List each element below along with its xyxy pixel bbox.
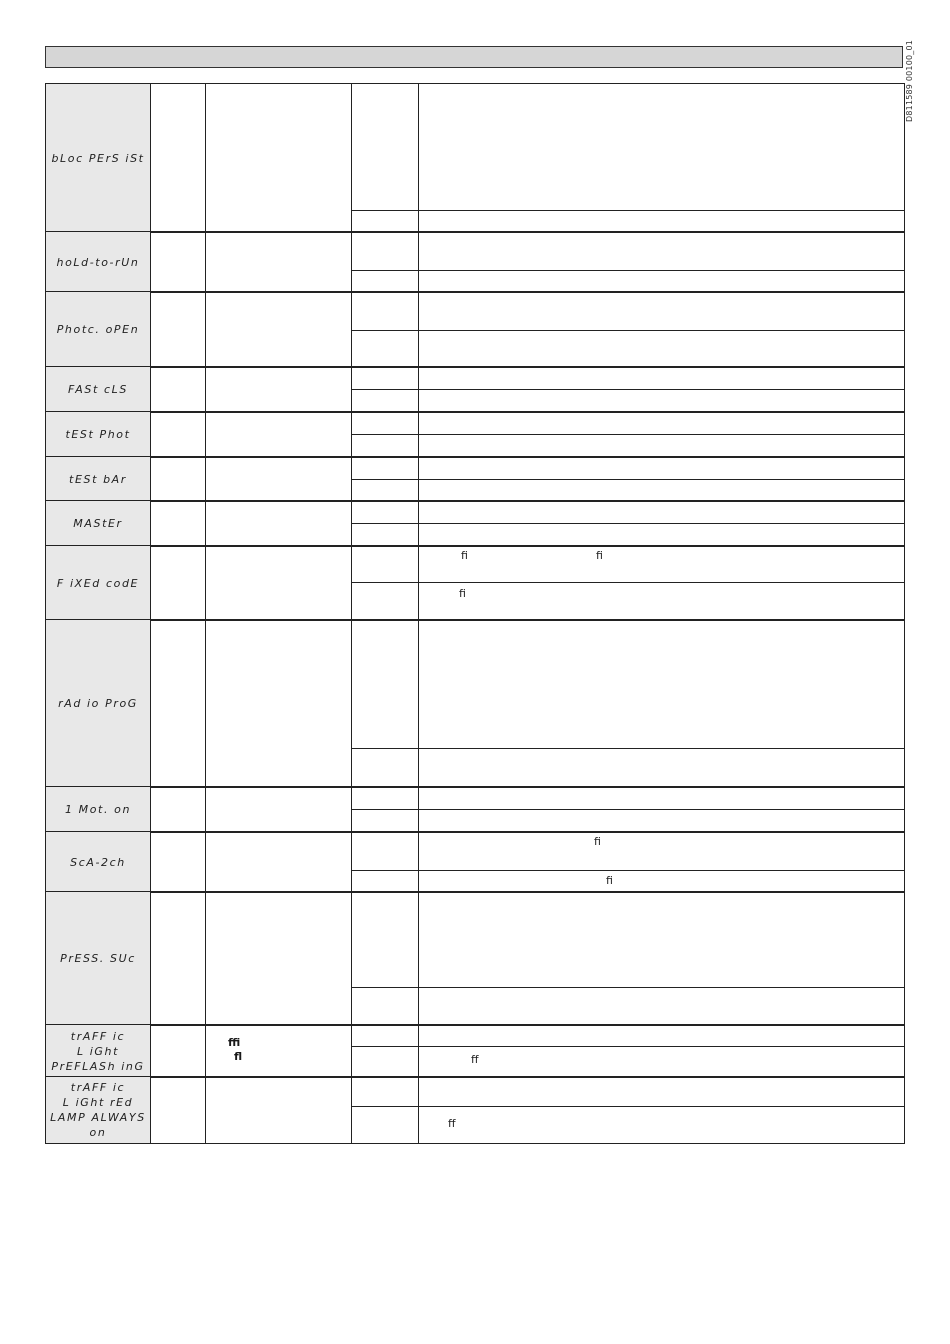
description-cell <box>205 787 352 832</box>
document-code: D811589 00100_01 <box>905 39 914 122</box>
row-label: Photc. oPEn <box>46 292 151 367</box>
value-cell <box>150 457 206 501</box>
settings-table <box>45 83 905 1144</box>
table-row <box>45 366 905 413</box>
ligature-ff: ﬀ <box>448 1117 456 1130</box>
ligature-fi: ﬁ <box>594 835 601 848</box>
options-cell <box>351 457 904 501</box>
value-cell <box>150 832 206 892</box>
ligature-ff: ﬀ <box>471 1053 479 1066</box>
description-cell <box>205 546 352 620</box>
options-cell <box>351 501 904 546</box>
value-cell <box>150 620 206 787</box>
value-cell <box>150 892 206 1025</box>
value-cell <box>150 412 206 457</box>
title-bar <box>45 46 903 68</box>
description-cell <box>205 1025 352 1077</box>
description-cell <box>205 1077 352 1143</box>
value-cell <box>150 546 206 620</box>
description-cell <box>205 232 352 292</box>
table-row <box>45 456 905 502</box>
options-cell <box>351 892 904 1025</box>
row-label: 1 Mot. on <box>46 787 151 832</box>
row-label: ScA-2ch <box>46 832 151 892</box>
table-row <box>45 291 905 368</box>
value-cell <box>150 232 206 292</box>
options-cell <box>351 787 904 832</box>
ligature-fi: ﬁ <box>459 587 466 600</box>
options-cell <box>351 232 904 292</box>
value-cell <box>150 501 206 546</box>
row-label: PrESS. SUc <box>46 892 151 1025</box>
ligature-fl: ﬂ <box>234 1050 243 1063</box>
options-cell <box>351 546 904 620</box>
ligature-fi: ﬁ <box>596 549 603 562</box>
value-cell <box>150 367 206 412</box>
description-cell <box>205 832 352 892</box>
ligature-ffi: ﬃ <box>228 1036 241 1049</box>
table-row <box>45 1076 905 1144</box>
options-cell <box>351 84 904 232</box>
table-row <box>45 500 905 547</box>
row-label: trAFF ic L iGht rEd LAMP ALWAYS on <box>46 1077 151 1143</box>
description-cell <box>205 292 352 367</box>
value-cell <box>150 292 206 367</box>
options-cell <box>351 292 904 367</box>
row-label: hoLd-to-rUn <box>46 232 151 292</box>
ligature-fi: ﬁ <box>606 874 613 887</box>
table-row <box>45 545 905 621</box>
table-row <box>45 891 905 1026</box>
description-cell <box>205 457 352 501</box>
table-row <box>45 1024 905 1078</box>
value-cell <box>150 1025 206 1077</box>
row-label: trAFF ic L iGht PrEFLASh inG <box>46 1025 151 1077</box>
description-cell <box>205 501 352 546</box>
description-cell <box>205 84 352 232</box>
table-row <box>45 231 905 293</box>
value-cell <box>150 84 206 232</box>
options-cell <box>351 412 904 457</box>
options-cell <box>351 1025 904 1077</box>
row-label: tESt bAr <box>46 457 151 501</box>
description-cell <box>205 892 352 1025</box>
description-cell <box>205 620 352 787</box>
row-label: bLoc PErS iSt <box>46 84 151 232</box>
table-row <box>45 411 905 458</box>
ligature-fi: ﬁ <box>461 549 468 562</box>
row-label: rAd io ProG <box>46 620 151 787</box>
options-cell <box>351 1077 904 1143</box>
row-label: F iXEd codE <box>46 546 151 620</box>
table-row <box>45 619 905 788</box>
value-cell <box>150 787 206 832</box>
table-row <box>45 831 905 893</box>
row-label: tESt Phot <box>46 412 151 457</box>
description-cell <box>205 412 352 457</box>
value-cell <box>150 1077 206 1143</box>
row-label: FASt cLS <box>46 367 151 412</box>
description-cell <box>205 367 352 412</box>
options-cell <box>351 620 904 787</box>
table-row <box>45 83 905 233</box>
options-cell <box>351 367 904 412</box>
table-row <box>45 786 905 833</box>
row-label: MAStEr <box>46 501 151 546</box>
options-cell <box>351 832 904 892</box>
